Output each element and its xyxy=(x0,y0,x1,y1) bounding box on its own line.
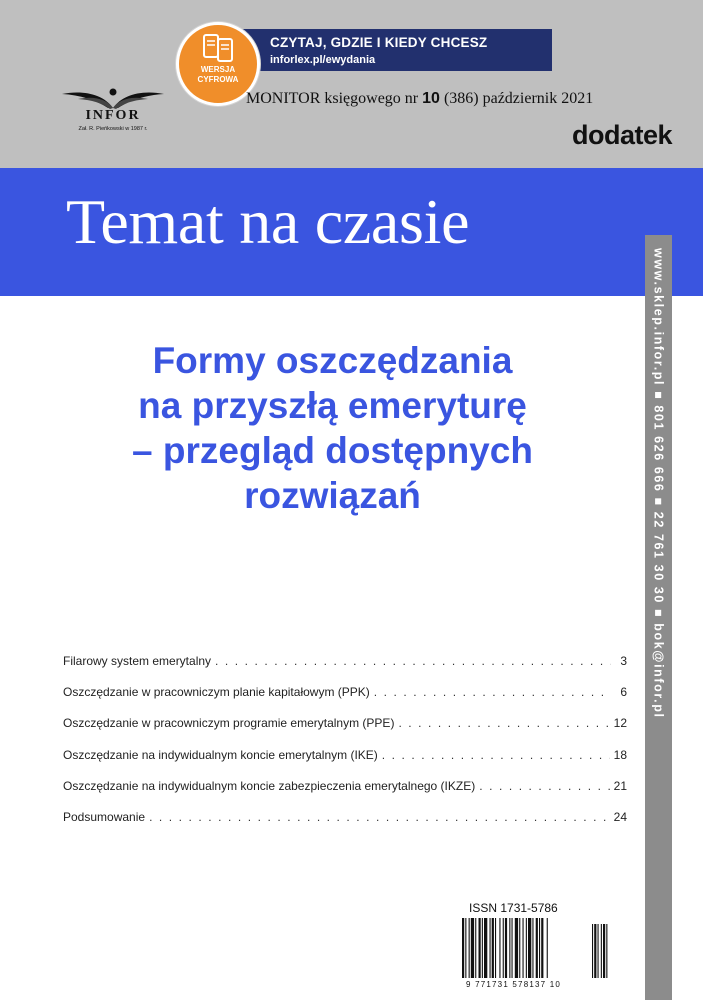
toc-entry-page: 21 xyxy=(613,778,627,793)
toc-entry-title: Filarowy system emerytalny xyxy=(63,654,212,668)
toc-leader xyxy=(149,810,610,824)
toc-entry-title: Oszczędzanie w pracowniczym planie kapitałowym (PPK) xyxy=(63,685,370,700)
toc-entry[interactable] xyxy=(63,779,627,810)
barcode-bar xyxy=(471,918,474,978)
main-title-line: na przyszłą emeryturę xyxy=(138,385,527,426)
toc-entry-page: 3 xyxy=(620,654,627,668)
barcode-bar xyxy=(469,918,470,978)
toc-entry-page: 24 xyxy=(613,809,627,824)
barcode-addon-bar xyxy=(592,924,593,978)
barcode-bar xyxy=(462,918,464,978)
barcode-bar xyxy=(503,918,504,978)
toc-entry[interactable] xyxy=(63,810,627,841)
barcode-bar xyxy=(465,918,466,978)
tablet-icon xyxy=(201,34,235,62)
toc-leader xyxy=(382,748,610,762)
barcode-bar xyxy=(528,918,531,978)
main-title-line: rozwiązań xyxy=(244,475,421,516)
toc-leader xyxy=(374,685,611,699)
barcode-bar xyxy=(479,918,481,978)
issue-number: 10 xyxy=(422,90,440,107)
toc-entry-title: Oszczędzanie na indywidualnym koncie zabezpieczenia emerytalnego (IKZE) xyxy=(63,778,476,793)
barcode-bar xyxy=(495,918,496,978)
table-of-contents xyxy=(63,654,627,841)
barcode-addon-bar xyxy=(594,924,596,978)
toc-leader xyxy=(398,716,609,730)
main-title-line: – przegląd dostępnych xyxy=(132,430,533,471)
contact-text: www.sklep.infor.pl ■ 801 626 666 ■ 22 761 30 30 ■ bok@infor.pl xyxy=(651,248,666,719)
toc-entry[interactable] xyxy=(63,654,627,685)
barcode xyxy=(462,918,622,984)
promo-title: CZYTAJ, GDZIE I KIEDY CHCESZ xyxy=(270,35,488,50)
issn-number: ISSN 1731-5786 xyxy=(469,901,558,915)
badge-line-1: WERSJA xyxy=(200,65,236,74)
logo-name: INFOR xyxy=(85,108,141,123)
toc-entry-page: 12 xyxy=(613,716,627,731)
eagle-icon xyxy=(58,86,168,110)
barcode-bar xyxy=(475,918,476,978)
toc-leader xyxy=(215,654,611,668)
barcode-addon-bar xyxy=(606,924,607,978)
barcode-bar xyxy=(523,918,524,978)
barcode-bar xyxy=(547,918,548,978)
toc-entry-page: 18 xyxy=(613,747,627,762)
logo-subtitle: Zał. R. Pieńkowski w 1987 r. xyxy=(78,126,148,132)
main-title xyxy=(20,338,645,518)
barcode-bar xyxy=(541,918,543,978)
barcode-digits: 9 771731 578137 10 xyxy=(466,980,562,989)
barcode-bar xyxy=(519,918,520,978)
promo-url: inforlex.pl/ewydania xyxy=(270,54,376,66)
toc-entry-title: Oszczędzanie w pracowniczym programie emerytalnym (PPE) xyxy=(63,716,395,731)
barcode-bar xyxy=(482,918,483,978)
barcode-bar xyxy=(539,918,540,978)
toc-entry[interactable] xyxy=(63,716,627,747)
supplement-label: dodatek xyxy=(571,120,672,150)
toc-entry-title: Podsumowanie xyxy=(63,809,146,824)
toc-entry[interactable] xyxy=(63,685,627,716)
barcode-bar xyxy=(512,918,513,978)
toc-entry-page: 6 xyxy=(620,685,627,700)
toc-entry-title: Oszczędzanie na indywidualnym koncie emerytalnym (IKE) xyxy=(63,747,378,762)
barcode-bar xyxy=(505,918,507,978)
barcode-bar xyxy=(492,918,494,978)
issue-suffix: (386) październik 2021 xyxy=(439,90,594,107)
issue-prefix: MONITOR księgowego nr xyxy=(246,90,423,107)
barcode-bar xyxy=(515,918,518,978)
toc-entry[interactable] xyxy=(63,748,627,779)
barcode-addon-bar xyxy=(601,924,602,978)
barcode-bar xyxy=(532,918,533,978)
barcode-addon-bar xyxy=(603,924,605,978)
barcode-bar xyxy=(526,918,527,978)
toc-leader xyxy=(479,779,609,793)
barcode-bar xyxy=(499,918,500,978)
infor-logo xyxy=(58,86,168,138)
barcode-bar xyxy=(484,918,487,978)
series-title: Temat na czasie xyxy=(66,186,470,257)
main-title-line: Formy oszczędzania xyxy=(152,340,513,381)
badge-line-2: CYFROWA xyxy=(197,75,239,84)
barcode-bar xyxy=(509,918,510,978)
barcode-bar xyxy=(490,918,491,978)
issue-line xyxy=(246,90,593,108)
barcode-addon-bar xyxy=(598,924,599,978)
barcode-bar xyxy=(536,918,538,978)
